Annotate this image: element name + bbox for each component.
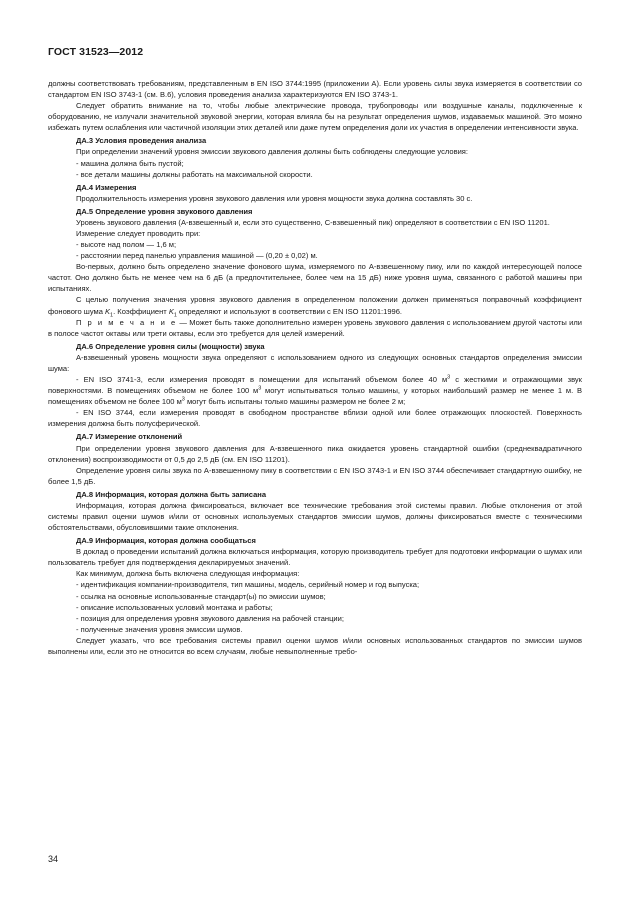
symbol-k-subscript: 1 xyxy=(173,312,177,319)
text-run: . Коэффициент xyxy=(113,306,169,316)
symbol-k: K xyxy=(168,306,174,316)
section-heading: ДА.3 Условия проведения анализа xyxy=(76,136,207,146)
paragraph: При определении уровня звукового давления для А-взвешенного пика ожидается уровень стандартной ошибки (среднеквадратичного отклонения) воспроизводимости от 0,5 до 2,5 дБ (см. EN ISO 11201). xyxy=(48,443,582,464)
list-item: - EN ISO 3744, если измерения проводят в свободном пространстве вблизи одной или более отражающих плоскостей. Поверхность измерения должна быть полусферической. xyxy=(48,408,582,429)
list-item: - идентификация компании-производителя, тип машины, модель, серийный номер и год выпуска; xyxy=(76,580,420,590)
section-heading: ДА.5 Определение уровня звукового давления xyxy=(76,206,253,216)
note-text: — Может быть также дополнительно измерен уровень звукового давления с использованием другой частоты или в полосе частот октавы или трети октавы, если это требуется для целей измерений. xyxy=(48,317,583,338)
page-number: 34 xyxy=(48,854,59,864)
paragraph: А-взвешенный уровень мощности звука определяют с использованием одного из следующих основных стандартов определения эмиссии шума: xyxy=(48,352,582,373)
list-item: - расстоянии перед панелью управления машиной — (0,20 ± 0,02) м. xyxy=(76,251,318,261)
section-heading: ДА.7 Измерение отклонений xyxy=(76,432,183,442)
symbol-k-subscript: 1 xyxy=(110,312,114,319)
cubic-superscript: 3 xyxy=(447,374,451,381)
paragraph: Как минимум, должна быть включена следующая информация: xyxy=(76,569,300,579)
section-heading: ДА.8 Информация, которая должна быть записана xyxy=(76,489,267,499)
text-run: с жесткими и отражающими звук поверхностями. В помещениях объемом не более 100 м xyxy=(48,375,582,396)
text-run: - EN ISO 3741-3, если измерения проводят в помещении для испытаний объемом более 40 м xyxy=(76,375,448,385)
section-heading: ДА.9 Информация, которая должна сообщаться xyxy=(76,536,256,546)
list-item: - высоте над полом — 1,6 м; xyxy=(76,240,177,250)
cubic-superscript: 3 xyxy=(258,385,262,392)
note-label: П р и м е ч а н и е xyxy=(76,317,178,327)
list-item: - позиция для определения уровня звукового давления на рабочей станции; xyxy=(76,613,344,623)
paragraph: Во-первых, должно быть определено значение фонового шума, измеряемого по А-взвешенному пику, или по каждой интересующей полосе частот. Оно должно быть не менее чем на 6 дБ (а предпочтительнее, более чем на 15 дБ) ниже уровня шума, связанного с работой машины при испытаниях. xyxy=(48,262,582,294)
symbol-k: K xyxy=(105,306,111,316)
paragraph: Продолжительность измерения уровня звукового давления или уровня мощности звука должна составлять 30 с. xyxy=(76,193,473,203)
list-item: - машина должна быть пустой; xyxy=(76,158,184,168)
cubic-superscript: 3 xyxy=(181,396,185,403)
paragraph: должны соответствовать требованиям, представленным в EN ISO 3744:1995 (приложении А). Если уровень силы звука измеряется в соответствии со стандартом EN ISO 3743-1 (см. В.6), условия проведения анализа характеризуются EN ISO 3743-1. xyxy=(48,79,582,100)
paragraph: Информация, которая должна фиксироваться, включает все технические требования этой системы правил. Любые отклонения от этой системы правил оценки шумов и/или от основных используемых стандартов эмиссии шумов, должны фиксироваться вместе с техническими обстоятельствами, обусловившими такие отклонения. xyxy=(48,500,582,533)
section-heading: ДА.6 Определение уровня силы (мощности) звука xyxy=(76,341,265,351)
text-run: могут испытываться только машины, у которых наибольший размер не менее 1 м. В помещениях объемом не более 100 м xyxy=(48,386,582,407)
paragraph: Определение уровня силы звука по А-взвешенному пику в соответствии с EN ISO 3743-1 и EN ISO 3744 обеспечивает стандартную ошибку, не более 1,5 дБ. xyxy=(48,465,582,486)
list-item: - все детали машины должны работать на максимальной скорости. xyxy=(76,169,313,179)
section-heading: ДА.4 Измерения xyxy=(76,182,137,192)
note xyxy=(48,317,582,339)
paragraph: Следует обратить внимание на то, чтобы любые электрические провода, трубопроводы или воздушные каналы, подключенные к оборудованию, не излучали значительной звуковой энергии, которая влияла бы на результат определения шумов, издаваемых машиной. Это можно избежать путем ослабления или частичной изоляции этих деталей или даже путем определения доли их участия в определении интенсивности звука. xyxy=(48,101,582,133)
page-header-title: ГОСТ 31523—2012 xyxy=(48,46,144,58)
list-item xyxy=(48,374,582,407)
paragraph: Уровень звукового давления (А-взвешенный и, если это существенно, С-взвешенный пик) определяют в соответствии с EN ISO 11201. xyxy=(76,217,550,227)
list-item: - описание использованных условий монтажа и работы; xyxy=(76,602,273,612)
list-item: - полученные значения уровня эмиссии шумов. xyxy=(76,624,243,634)
paragraph-background-noise xyxy=(48,294,582,319)
text-run: С целью получения значения уровня звукового давления в определенном положении должен применяться поправочный коэффициент фонового шума xyxy=(48,295,582,316)
text-run: определяют и используют в соответствии с EN ISO 11201:1996. xyxy=(176,306,403,316)
paragraph: В доклад о проведении испытаний должна включаться информация, которую производитель требует для подготовки информации о шумах или пользователь требует для подтверждения декларируемых значений. xyxy=(48,547,582,568)
text-run: могут быть испытаны только машины размером не более 2 м; xyxy=(184,397,406,407)
list-item: - ссылка на основные использованные стандарт(ы) по эмиссии шумов; xyxy=(76,591,326,601)
paragraph: Следует указать, что все требования системы правил оценки шумов и/или основных использованных стандартов по эмиссии шумов выполнены или, если это не относится во всем случаям, любые невыполненные требо- xyxy=(48,635,582,656)
paragraph: Измерение следует проводить при: xyxy=(76,229,201,239)
paragraph: При определении значений уровня эмиссии звукового давления должны быть соблюдены следующие условия: xyxy=(76,147,468,157)
page-body xyxy=(48,78,582,657)
